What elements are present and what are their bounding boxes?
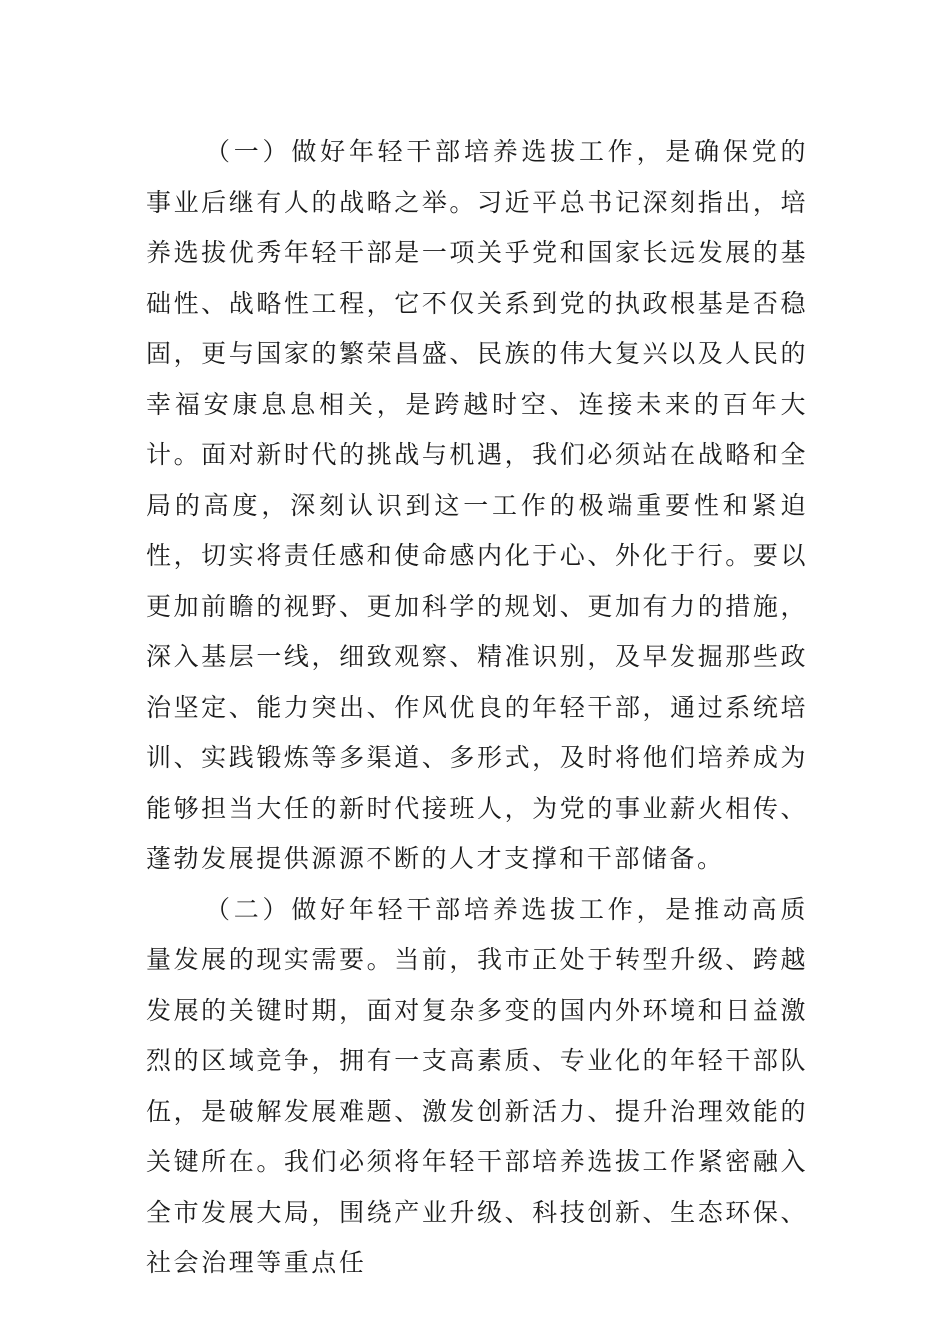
- paragraph-2: （二）做好年轻干部培养选拔工作，是推动高质量发展的现实需要。当前，我市正处于转型升级、跨越发展的关键时期，面对复杂多变的国内外环境和日益激烈的区域竞争，拥有一支高素质、专业化的年轻干部队伍，是破解发展难题、激发创新活力、提升治理效能的关键所在。我们必须将年轻干部培养选拔工作紧密融入全市发展大局，围绕产业升级、科技创新、生态环保、社会治理等重点任: [146, 894, 808, 1277]
- paragraph-1: （一）做好年轻干部培养选拔工作，是确保党的事业后继有人的战略之举。习近平总书记深刻指出，培养选拔优秀年轻干部是一项关乎党和国家长远发展的基础性、战略性工程，它不仅关系到党的执政根基是否稳固，更与国家的繁荣昌盛、民族的伟大复兴以及人民的幸福安康息息相关，是跨越时空、连接未来的百年大计。面对新时代的挑战与机遇，我们必须站在战略和全局的高度，深刻认识到这一工作的极端重要性和紧迫性，切实将责任感和使命感内化于心、外化于行。要以更加前瞻的视野、更加科学的规划、更加有力的措施，深入基层一线，细致观察、精准识别，及早发掘那些政治坚定、能力突出、作风优良的年轻干部，通过系统培训、实践锻炼等多渠道、多形式，及时将他们培养成为能够担当大任的新时代接班人，为党的事业薪火相传、蓬勃发展提供源源不断的人才支撑和干部储备。: [146, 137, 808, 873]
- document-body: [146, 127, 808, 1289]
